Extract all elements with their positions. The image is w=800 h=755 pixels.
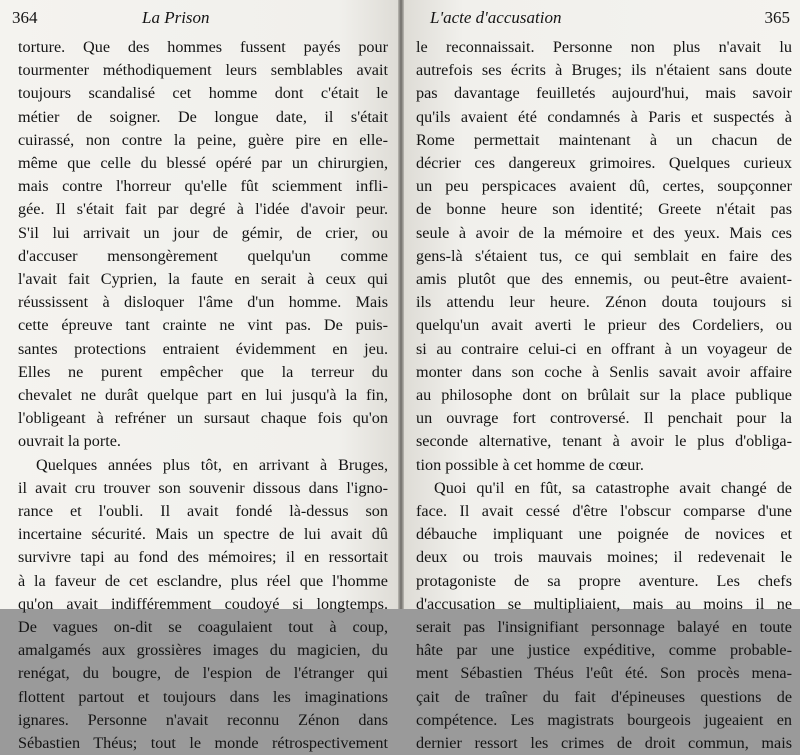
text-line: amalgamés aux grossières images du magicien, du xyxy=(18,641,388,660)
text-line: hâte par une justice expéditive, comme probable- xyxy=(416,641,792,660)
right-page xyxy=(404,0,800,753)
text-line: de bonne heure son identité; Greete n'était pas xyxy=(416,200,792,219)
text-line: il avait cru trouver son souvenir dissous dans l'igno- xyxy=(18,478,388,497)
text-line: deux ou trois mauvais moines; il redevenait le xyxy=(416,548,792,567)
text-line: De vagues on-dit se coagulaient tout à coup, xyxy=(18,618,388,637)
text-line: flottent partout et toujours dans les imaginations xyxy=(18,687,388,706)
text-line: chevalet ne durât quelque part en lui jusqu'à la fin, xyxy=(18,386,388,405)
text-line: si au contraire celui-ci en offrant à un voyageur de xyxy=(416,339,792,358)
text-line: d'accuser mensongèrement quelqu'un comme xyxy=(18,246,388,265)
right-page-number: 365 xyxy=(764,8,790,27)
text-line: incertaine sécurité. Mais un spectre de lui avait dû xyxy=(18,525,388,544)
text-line: qu'on avait indifféremment coudoyé si longtemps. xyxy=(18,594,388,613)
text-line: compétence. Les magistrats bourgeois jugeaient en xyxy=(416,710,792,729)
text-line: ignares. Personne n'avait reconnu Zénon dans xyxy=(18,710,388,729)
text-line: décrier ces dangereux grimoires. Quelques curieux xyxy=(416,154,792,173)
text-line: même que celle du blessé opéré par un chirurgien, xyxy=(18,154,388,173)
text-line: rance et l'oubli. Il avait fondé là-dessus son xyxy=(18,502,388,521)
text-line: réussissent à disloquer l'âme d'un homme. Mais xyxy=(18,293,388,312)
text-line: face. Il avait cessé d'être l'obscur comparse d'une xyxy=(416,502,792,521)
text-line: qu'ils avaient été condamnés à Paris et suspectés à xyxy=(416,107,792,126)
text-line: ment Sébastien Théus l'eût été. Son procès mena- xyxy=(416,664,792,683)
text-line: l'avait fait Cyprien, la faute en serait à ceux qui xyxy=(18,270,388,289)
text-line: cuirassé, non contre la peine, guère pire en elle- xyxy=(18,130,388,149)
text-line: protagoniste de sa propre aventure. Les chefs xyxy=(416,571,792,590)
right-running-title: L'acte d'accusation xyxy=(430,8,562,27)
text-line: S'il lui arrivait un jour de gémir, de crier, ou xyxy=(18,223,388,242)
text-line: le reconnaissait. Personne non plus n'avait lu xyxy=(416,38,792,56)
left-running-title: La Prison xyxy=(142,8,210,27)
text-line: métier de soigner. De longue date, il s'était xyxy=(18,107,388,126)
text-line: pas davantage feuilletés aujourd'hui, mais savoir xyxy=(416,84,792,103)
text-line: mais contre l'horreur qu'elle fût sciemment infli- xyxy=(18,177,388,196)
text-line: quelqu'un avait averti le prieur des Cordeliers, ou xyxy=(416,316,792,335)
text-line: un peu perspicaces avaient dû, certes, soupçonner xyxy=(416,177,792,196)
text-line: Rome permettait maintenant à un chacun de xyxy=(416,130,792,149)
text-line: tourmenter méthodiquement leurs semblables avait xyxy=(18,61,388,80)
text-line: survivre tapi au fond des mémoires; il en ressortait xyxy=(18,548,388,567)
text-line: au philosophe dont on brûlait sur la place publique xyxy=(416,386,792,405)
left-page xyxy=(0,0,398,753)
text-line: ouvrait la porte. xyxy=(18,432,121,451)
right-page-body xyxy=(416,36,792,755)
text-line: serait pas l'insignifiant personnage balayé en toute xyxy=(416,618,792,637)
text-line: Sébastien Théus; tout le monde rétrospectivement xyxy=(18,734,388,753)
text-line: toujours scandalisé cet homme dont c'était le xyxy=(18,84,388,103)
text-line: dernier ressort les crimes de droit commun, mais xyxy=(416,734,792,753)
text-line: autrefois ses écrits à Bruges; ils n'étaient sans doute xyxy=(416,61,792,80)
text-line: débauche impliquant une poignée de novices et xyxy=(416,525,792,544)
text-line: un ouvrage fort controversé. Il penchait pour la xyxy=(416,409,792,428)
text-line: seule à avoir de la mémoire et des yeux. Mais ces xyxy=(416,223,792,242)
text-line: Quelques années plus tôt, en arrivant à Bruges, xyxy=(36,455,388,474)
text-line: d'accusation se multipliaient, mais au moins il ne xyxy=(416,594,792,613)
text-line: Elles ne purent empêcher que la terreur du xyxy=(18,362,388,381)
text-line: torture. Que des hommes fussent payés pour xyxy=(18,38,388,56)
text-line: çait de traîner du fait d'épineuses questions de xyxy=(416,687,792,706)
text-line: Quoi qu'il en fût, sa catastrophe avait changé de xyxy=(434,478,792,497)
text-line: monter dans son coche à Senlis savait avoir affaire xyxy=(416,362,792,381)
left-page-body xyxy=(18,36,388,755)
text-line: seconde alternative, tenant à avoir le plus d'obliga- xyxy=(416,432,792,451)
text-line: à la faveur de cet esclandre, plus réel que l'homme xyxy=(18,571,388,590)
text-line: santes protections entraient évidemment en jeu. xyxy=(18,339,388,358)
left-page-header xyxy=(12,6,387,30)
text-line: tion possible à cet homme de cœur. xyxy=(416,455,644,474)
right-page-header xyxy=(420,6,790,30)
text-line: cette épreuve tant crainte ne vint pas. De puis- xyxy=(18,316,388,335)
text-line: gée. Il s'était fait par degré à l'idée d'avoir peur. xyxy=(18,200,388,219)
text-line: gens-là s'étaient tus, ce qui semblait en faire des xyxy=(416,246,792,265)
text-line: l'obligeant à refréner un sursaut chaque fois qu'on xyxy=(18,409,388,428)
text-line: ils attendu leur heure. Zénon douta toujours si xyxy=(416,293,792,312)
text-line: renégat, du bougre, de l'espion de l'étranger qui xyxy=(18,664,388,683)
left-page-number: 364 xyxy=(12,8,38,27)
text-line: amis plutôt que des ennemis, ou peut-être avaient- xyxy=(416,270,792,289)
